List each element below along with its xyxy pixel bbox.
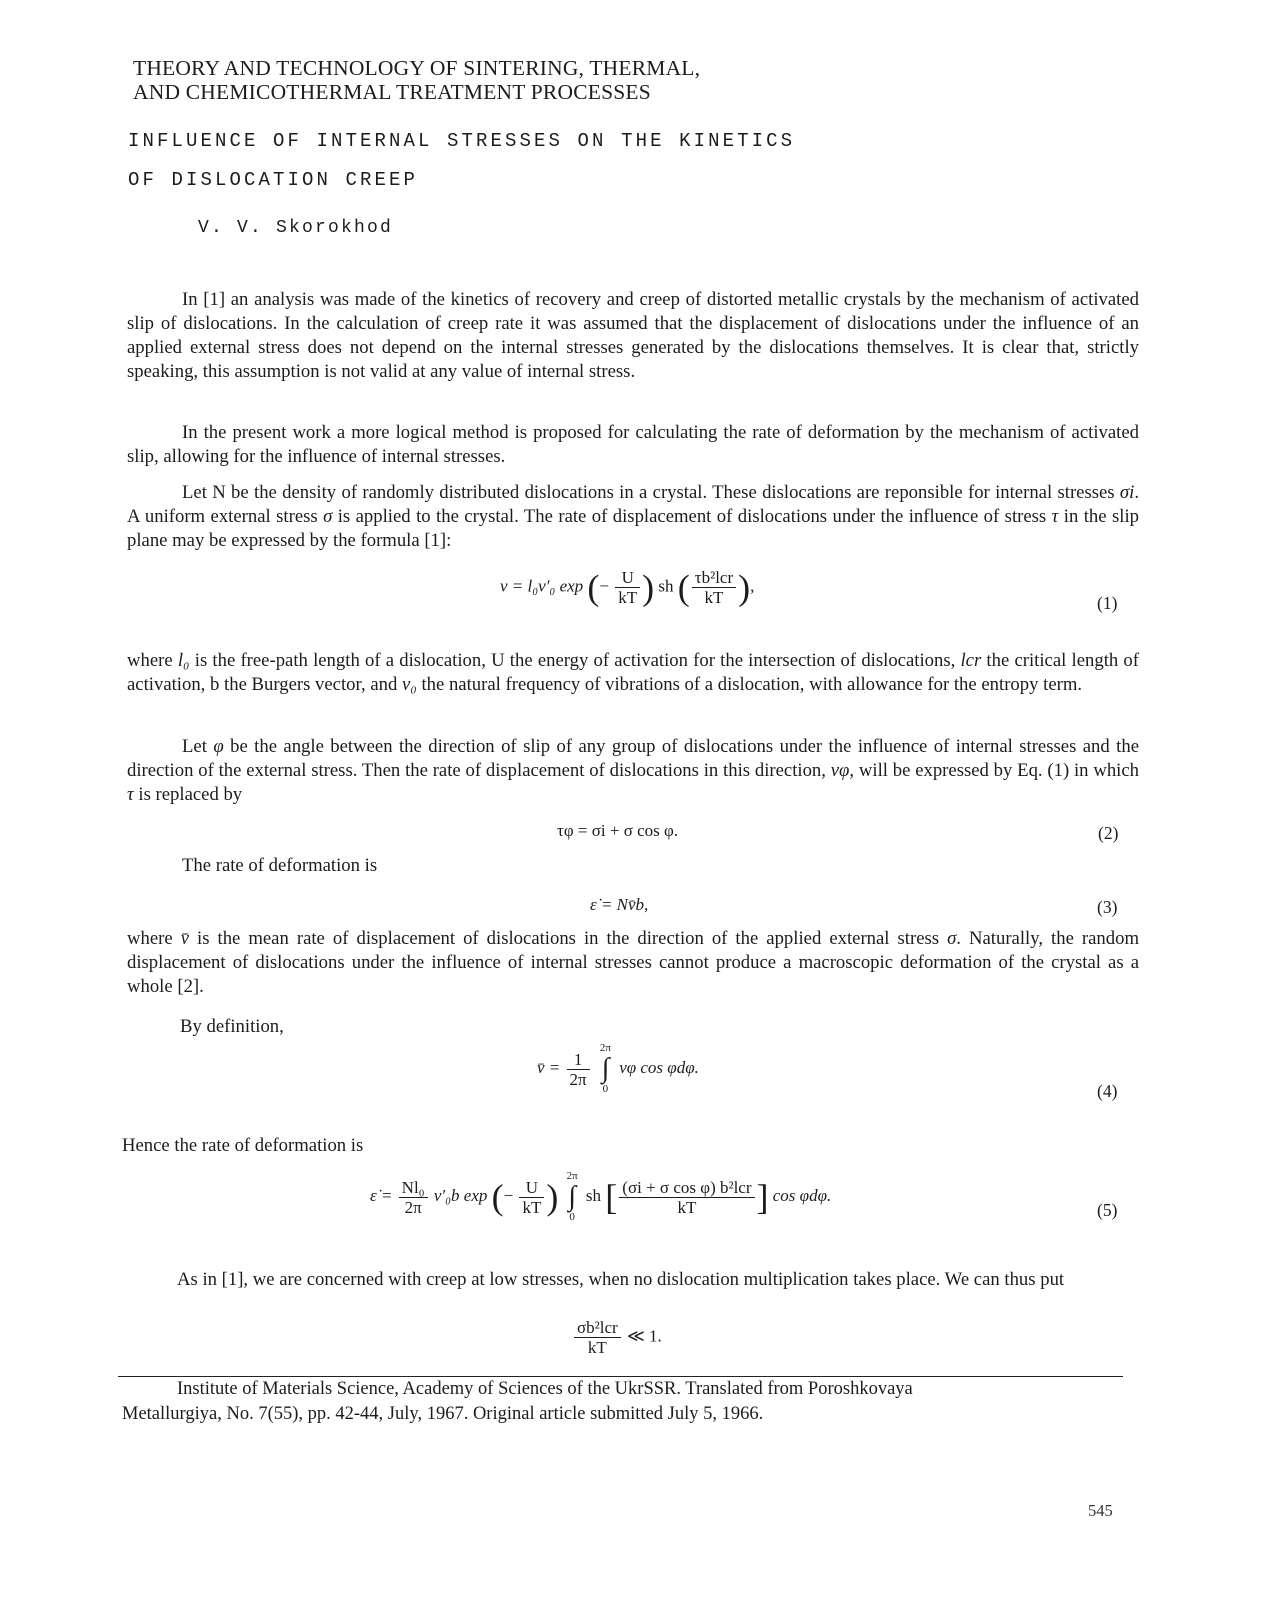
paragraph-3: [127, 481, 1139, 553]
paragraph-3-text-b: . A uniform external stress: [127, 482, 1139, 527]
paragraph-3-text-d: in the slip plane may be expressed by the formula [1]:: [127, 506, 1139, 551]
equation-5-fraction-3-den: kT: [677, 1197, 697, 1217]
paragraph-7-text-b: is the mean rate of displacement of dislocations in the direction of the applied external stress: [188, 928, 948, 949]
equation-2-number: (2): [1098, 823, 1119, 843]
equation-4-fraction: [567, 1050, 590, 1089]
paragraph-5-text-b: be the angle between the direction of slip of any group of dislocations under the influence of internal stresses and the direction of the external stress. Then the rate of displacement of dislocations in this direction,: [127, 736, 1139, 781]
paragraph-1-text: In [1] an analysis was made of the kinetics of recovery and creep of distorted metallic crystals by the mechanism of activated slip of dislocations. In the calculation of creep rate it was assumed that the displacement of dislocations under the influence of an applied external stress does not depend on the internal stresses generated by the dislocations themselves. It is clear that, strictly speaking, this assumption is not valid at any value of internal stress.: [127, 289, 1139, 382]
symbol-lcr: lcr: [960, 650, 982, 671]
paragraph-3-text-a: Let N be the density of randomly distributed dislocations in a crystal. These dislocations are reponsible for internal stresses: [182, 482, 1120, 503]
equation-5-fraction-2: [519, 1178, 544, 1217]
paragraph-2-text: In the present work a more logical method is proposed for calculating the rate of deformation by the mechanism of activated slip, allowing for the influence of internal stresses.: [127, 422, 1139, 467]
section-heading: [133, 56, 1033, 104]
equation-5-fraction-1-num: Nl₀: [399, 1178, 428, 1198]
footnote-line-1: Institute of Materials Science, Academy of Sciences of the UkrSSR. Translated from Poroshkovaya: [177, 1379, 913, 1399]
equation-1-fraction-2-den: kT: [704, 588, 724, 607]
equation-1-tail: ,: [750, 576, 755, 596]
symbol-v-phi: vφ: [830, 760, 850, 781]
equation-6: [572, 1318, 662, 1357]
equation-5-integral: 2π ∫ 0: [566, 1170, 578, 1223]
equation-3-text: ε̇ = Nv̄b,: [590, 895, 649, 914]
equation-5-mid: ν′₀b exp: [433, 1185, 488, 1205]
equation-4-fraction-den: 2π: [569, 1069, 587, 1089]
equation-4: [537, 1043, 699, 1095]
footnote-line-2: Metallurgiya, No. 7(55), pp. 42-44, July, 1967. Original article submitted July 5, 1966.: [122, 1404, 764, 1424]
equation-1-fraction-1-den: kT: [618, 588, 638, 607]
equation-1-fraction-1-num: U: [615, 568, 640, 588]
paragraph-5-text-a: Let: [182, 736, 214, 757]
equation-5-fraction-2-num: U: [519, 1178, 544, 1198]
equation-1-sh: sh: [658, 576, 674, 596]
equation-3: [590, 895, 648, 915]
equation-5-sh: sh: [585, 1185, 602, 1205]
symbol-sigma: σ: [323, 506, 333, 527]
paragraph-4: [127, 649, 1139, 697]
page-number: 545: [1088, 1501, 1113, 1520]
equation-4-lhs: v̄ =: [537, 1057, 561, 1077]
section-heading-line-1: THEORY AND TECHNOLOGY OF SINTERING, THERMAL,: [133, 56, 701, 80]
paragraph-8: By definition,: [180, 1016, 284, 1037]
footnote: [122, 1377, 1122, 1427]
equation-5-lhs: ε̇ =: [370, 1185, 393, 1205]
paragraph-2: [127, 421, 1139, 469]
equation-3-number: (3): [1097, 897, 1118, 917]
equation-1-lhs: v = l₀ν′₀ exp: [500, 576, 584, 596]
equation-4-fraction-num: 1: [567, 1050, 590, 1070]
paragraph-7: [127, 927, 1139, 999]
symbol-sigma-i: σi: [1119, 482, 1135, 503]
equation-5-fraction-3: [619, 1178, 754, 1217]
equation-6-fraction-num: σb²lcr: [574, 1318, 621, 1338]
equation-4-upper-limit: 2π: [599, 1042, 611, 1054]
paragraph-1: [127, 288, 1139, 384]
equation-5: ε̇ = $\frac{\text{Nl₀}}{2\pi}$ ν′₀b exp (− $\frac{U}{kT}$ ) 2π ∫ 0 sh [ $\frac{\text{(σi + σ cos φ) b²lcr}}{kT}$ ] cos φdφ.: [370, 1170, 832, 1223]
equation-5-upper-limit: 2π: [566, 1170, 578, 1182]
equation-6-fraction: [574, 1318, 621, 1357]
equation-4-integral: 2π ∫ 0: [599, 1042, 611, 1095]
equation-1-minus: −: [599, 576, 610, 596]
article-title-line-2: OF DISLOCATION CREEP: [128, 169, 419, 191]
paragraph-5-text-c: , will be expressed by Eq. (1) in which: [849, 760, 1140, 781]
equation-5-tail: cos φdφ.: [772, 1185, 832, 1205]
paragraph-5: [127, 735, 1139, 807]
article-title-line-1: INFLUENCE OF INTERNAL STRESSES ON THE KINETICS: [128, 130, 796, 152]
equation-4-integrand: vφ cos φdφ.: [619, 1057, 699, 1077]
paragraph-6: The rate of deformation is: [182, 855, 378, 876]
symbol-tau: τ: [1051, 506, 1059, 527]
equation-1-fraction-1: [615, 568, 640, 607]
equation-5-fraction-2-den: kT: [522, 1197, 542, 1217]
equation-5-minus: −: [503, 1185, 514, 1205]
paragraph-9: Hence the rate of deformation is: [122, 1135, 364, 1156]
symbol-tau-2: τ: [127, 784, 134, 805]
section-heading-line-2: AND CHEMICOTHERMAL TREATMENT PROCESSES: [133, 80, 651, 104]
article-author: V. V. Skorokhod: [198, 218, 394, 238]
symbol-phi: φ: [213, 736, 224, 757]
equation-5-lower-limit: 0: [569, 1211, 575, 1223]
equation-1-fraction-2: [692, 568, 736, 607]
symbol-nu0: ν₀: [401, 674, 417, 695]
equation-1: v = l₀ν′₀ exp (− $\frac{U}{kT}$ ) sh ( $\frac{\text{τb²lcr}}{kT}$ ),: [500, 567, 755, 608]
equation-1-fraction-2-num: τb²lcr: [692, 568, 736, 588]
equation-5-fraction-1: [399, 1178, 428, 1217]
paragraph-10-text: As in [1], we are concerned with creep at low stresses, when no dislocation multiplication takes place. We can thus put: [177, 1269, 1065, 1290]
equation-4-number: (4): [1097, 1081, 1118, 1101]
equation-6-fraction-den: kT: [587, 1338, 607, 1357]
paragraph-4-text-d: the natural frequency of vibrations of a dislocation, with allowance for the entropy term.: [416, 674, 1083, 695]
equation-2: τφ = σi + σ cos φ.: [557, 821, 679, 840]
symbol-v-bar: v̄: [180, 928, 189, 949]
symbol-l0: l₀: [177, 650, 190, 671]
equation-5-fraction-1-den: 2π: [404, 1197, 422, 1217]
equation-5-number: (5): [1097, 1200, 1118, 1220]
equation-4-lower-limit: 0: [602, 1083, 609, 1095]
paragraph-7-text-a: where: [127, 928, 181, 949]
paragraph-3-text-c: is applied to the crystal. The rate of displacement of dislocations under the influence of stress: [332, 506, 1052, 527]
equation-6-tail: ≪ 1.: [626, 1326, 662, 1346]
symbol-sigma-2: σ: [947, 928, 957, 949]
paragraph-4-text-c: the critical length of activation, b the Burgers vector, and: [127, 650, 1140, 695]
paragraph-5-text-d: is replaced by: [133, 784, 243, 805]
paragraph-10: [122, 1268, 1134, 1292]
paragraph-4-text-b: is the free-path length of a dislocation, U the energy of activation for the intersection of dislocations,: [189, 650, 961, 671]
equation-1-number: (1): [1097, 593, 1118, 613]
paragraph-4-text-a: where: [127, 650, 178, 671]
paragraph-7-text-c: . Naturally, the random displacement of dislocations under the influence of internal stresses cannot produce a macroscopic deformation of the crystal as a whole [2].: [127, 928, 1139, 997]
equation-5-fraction-3-num: (σi + σ cos φ) b²lcr: [619, 1178, 754, 1198]
